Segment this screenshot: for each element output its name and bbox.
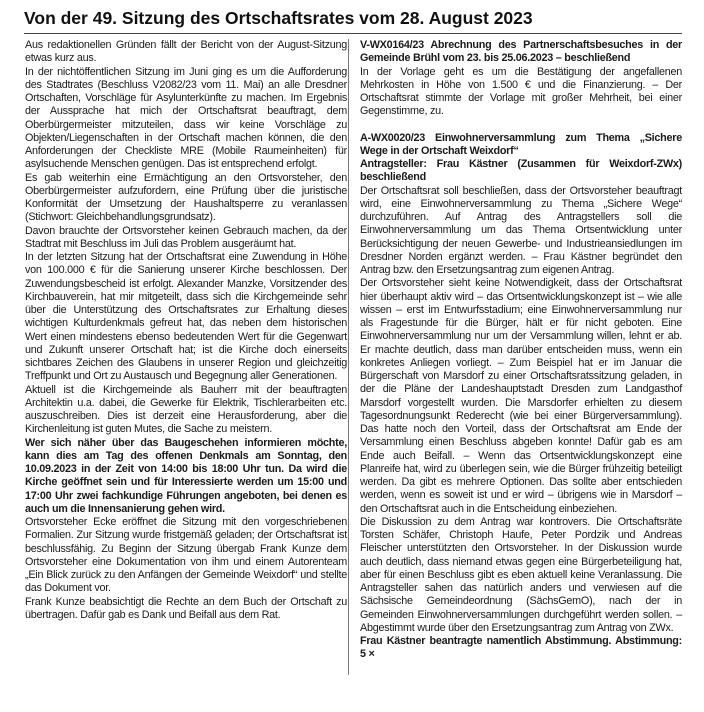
paragraph: In der nichtöffentlichen Sitzung im Juni ging es um die Aufforderung des Stadtrates (Beschluss V2082/23 vom 11. Mai) an alle Dresdner Ortschaften, Vorschläge für Asylunterkünfte zu machen. Im Ergebnis der Aussprache hat mich der Ortschaftsrat beauftragt, dem Oberbürgermeister mitzuteilen, dass wir keine Vorschläge zu Objekten/Liegenschaften in der Ortschaft machen können, die den Anforderungen der Checkliste MRE (Mobile Raumeinheiten) für asylsuchende Menschen genügen. Das ist entsprechend erfolgt. [25,65,347,171]
paragraph: Der Ortschaftsrat soll beschließen, dass der Ortsvorsteher beauftragt wird, eine Einwohnerversammlung zu Thema „Sichere Wege“ durchzuführen. Auf Antrag des Antragstellers soll die Einwohnerversammlung um das Thema Ortsentwicklung unter Berücksichtigung der neuen Gewerbe- und Industrieansiedlungen im Dresdner Norden ergänzt werden. – Frau Kästner begründet den Antrag bzw. den Ersetzungsantrag zum eigenen Antrag. [360,184,682,276]
headline-rule [24,33,682,34]
paragraph: In der letzten Sitzung hat der Ortschaftsrat eine Zuwendung in Höhe von 100.000 € für die Sanierung unserer Kirche beschlossen. Der Zuwendungsbescheid ist erfolgt. Alexander Manzke, Vorsitzender des Kirchbauverein, hat mir mitgeteilt, dass sich die Kirchgemeinde sehr über die Unterstützung des Ortschaftsrates zur Erhaltung dieses wichtigen Kulturdenkmals gefreut hat, das neben dem historischen Wert einen mindestens ebenso bedeutenden Wert für die Gegenwart und Zukunft unserer Ortschaft hat; ist die Kirche doch einerseits sichtbares Zeichen des Glaubens in unserer Region und gleichzeitig Treffpunkt und Ort zu Austausch und Begegnung aller Generationen. [25,251,347,383]
spacer [360,119,682,132]
agenda-subheading: Antragsteller: Frau Kästner (Zusammen für Weixdorf-ZWx) beschließend [360,158,682,184]
agenda-heading: A-WX0020/23 Einwohnerversammlung zum Thema „Sichere Wege in der Ortschaft Weixdorf“ [360,131,682,157]
paragraph: Es gab weiterhin eine Ermächtigung an den Ortsvorsteher, den Oberbürgermeister aufzufordern, eine Prüfung über die juristische Konformität der Umsetzung der Haushaltsperre zu veranlassen (Stichwort: Gleichbehandlungsgrundsatz). [25,171,347,224]
paragraph: Davon brauchte der Ortsvorsteher keinen Gebrauch machen, da der Stadtrat mit Beschluss im Juli das Problem ausgeräumt hat. [25,224,347,250]
paragraph: Aus redaktionellen Gründen fällt der Bericht von der August-Sitzung etwas kurz aus. [25,39,347,65]
paragraph: Ortsvorsteher Ecke eröffnet die Sitzung mit den vorgeschriebenen Formalien. Zur Sitzung wurde fristgemäß geladen; der Ortschaftsrat ist beschlussfähig. Zu Beginn der Sitzung übergab Frank Kunze dem Ortsvorsteher eine Dokumentation von ihm und einem Autorenteam „Ein Blick zurück zu den Anfängen der Gemeinde Weixdorf“ und stellte das Dokument vor. [25,516,347,595]
paragraph: Frank Kunze beabsichtigt die Rechte an dem Buch der Ortschaft zu übertragen. Dafür gab es Dank und Beifall aus dem Rat. [25,595,347,621]
paragraph: Aktuell ist die Kirchgemeinde als Bauherr mit der beauftragten Architektin u.a. dabei, die Gewerke für Elektrik, Tischlerarbeiten etc. auszuschreiben. Dies ist derzeit eine Herausforderung, aber die Kirchenleitung ist guten Mutes, die Sache zu meistern. [25,383,347,436]
column-divider [348,39,349,675]
vote-paragraph: Frau Kästner beantragte namentlich Abstimmung. Abstimmung: 5 × [360,635,682,661]
highlight-paragraph: Wer sich näher über das Baugeschehen informieren möchte, kann dies am Tag des offenen Denkmals am Sonntag, den 10.09.2023 in der Zeit von 14:00 bis 18:00 Uhr tun. Da wird die Kirche geöffnet sein und für Interessierte werden um 15:00 und 17:00 Uhr zwei fachkundige Führungen angeboten, bei denen es auch um die Innensanierung gehen wird. [25,436,347,515]
right-column [360,39,682,662]
paragraph: Der Ortsvorsteher sieht keine Notwendigkeit, dass der Ortschaftsrat hier überhaupt aktiv wird – das Ortsentwicklungskonzept ist – wie alle wissen – erst im Entwurfsstadium; eine Einwohnerversammlung nur als Fragestunde für die Bürger, hält er für nicht geboten. Eine Einwohnerversammlung nur um der Versammlung willen, lehnt er ab. Er machte deutlich, dass man darüber entscheiden muss, wenn ein konkretes Anliegen vorliegt. – Zum Beispiel hat er im Januar die Bürgerschaft von Marsdorf zu einer Ortschaftsratssitzung geladen, in der die Pläne der Landeshauptstadt Dresden zum Landgasthof Marsdorf vorgestellt wurden. Die Marsdorfer erhielten zu diesem Tagesordnungsunkt Rederecht (wie bei einer Bürgerversammlung). Das hatte noch den Vorteil, dass der Ortschaftsrat am Ende der Versammlung einen Beschluss abgeben konnte! Dafür gab es am Ende auch Beifall. – Wenn das Ortsentwicklungskonzept eine Planreife hat, wird zu überlegen sein, wie die Bürger frühzeitig beteiligt werden. Da gibt es mehrere Optionen. Das sollte aber entschieden werden, wenn es soweit ist und er wird – übrigens wie in Marsdorf – den Ortschaftsrat auch in die Entscheidung einbeziehen. [360,277,682,515]
agenda-heading: V-WX0164/23 Abrechnung des Partnerschaftsbesuches in der Gemeinde Brühl vom 23. bis 25.06.2023 – beschließend [360,39,682,65]
paragraph: In der Vorlage geht es um die Bestätigung der angefallenen Mehrkosten in Höhe von 1.500 € und die Finanzierung. – Der Ortschaftsrat stimmte der Vorlage mit großer Mehrheit, bei einer Gegenstimme, zu. [360,65,682,118]
left-column [25,39,347,622]
article-headline: Von der 49. Sitzung des Ortschaftsrates vom 28. August 2023 [24,8,533,28]
paragraph: Die Diskussion zu dem Antrag war kontrovers. Die Ortschaftsräte Torsten Schäfer, Christoph Haufe, Peter Pordzik und Andreas Fleischer unterstützten den Ortsvorsteher. In der Diskussion wurde auch deutlich, dass niemand etwas gegen eine Bürgerbeteiligung hat, aber für einen Beschluss gibt es eben aktuell keine Veranlassung. Die Antragsteller sahen das natürlich anders und verwiesen auf die Sächsische Gemeindeordnung (SächsGemO), nach der in Gemeinden Einwohnerversammlungen durchgeführt werden sollen. – Abgestimmt wurde über den Ersetzungsantrag zum Antrag von ZWx. [360,515,682,634]
